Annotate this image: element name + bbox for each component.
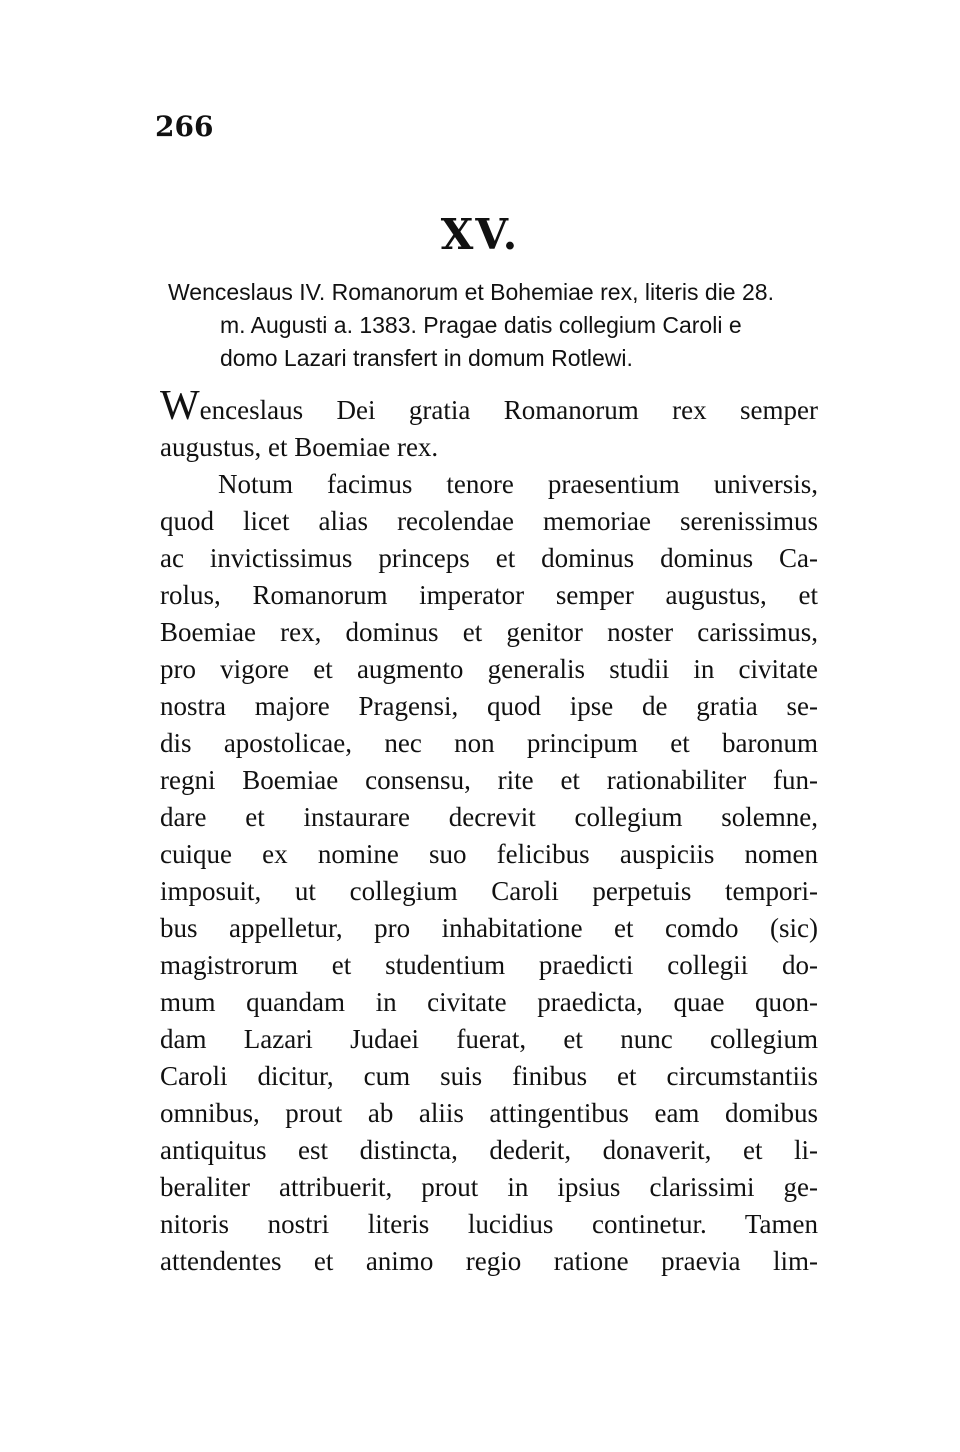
body-line: beraliter attribuerit, prout in ipsius clarissimi ge- <box>160 1172 818 1202</box>
body-line: quod licet alias recolendae memoriae serenissimus <box>160 506 818 536</box>
body-line: pro vigore et augmento generalis studii in civitate <box>160 654 818 684</box>
body-line: omnibus, prout ab aliis attingentibus eam domibus <box>160 1098 818 1128</box>
drop-cap: W <box>160 383 200 429</box>
body-line: antiquitus est distincta, dederit, donaverit, et li- <box>160 1135 818 1165</box>
body-line: cuique ex nomine suo felicibus auspiciis nomen <box>160 839 818 869</box>
body-line: ac invictissimus princeps et dominus dominus Ca- <box>160 543 818 573</box>
body-line: regni Boemiae consensu, rite et rationabiliter fun- <box>160 765 818 795</box>
summary-line: domo Lazari transfert in domum Rotlewi. <box>220 345 633 371</box>
document-body <box>160 383 818 1280</box>
body-line: dare et instaurare decrevit collegium solemne, <box>160 802 818 832</box>
body-line: rolus, Romanorum imperator semper augustus, et <box>160 580 818 610</box>
body-line: nostra majore Pragensi, quod ipse de gratia se- <box>160 691 818 721</box>
body-line: augustus, et Boemiae rex. <box>160 432 439 462</box>
body-line: dam Lazari Judaei fuerat, et nunc collegium <box>160 1024 818 1054</box>
chapter-title: XV. <box>440 210 520 259</box>
body-line: Boemiae rex, dominus et genitor noster carissimus, <box>160 617 818 647</box>
body-line: magistrorum et studentium praedicti collegii do- <box>160 950 818 980</box>
body-line: imposuit, ut collegium Caroli perpetuis tempori- <box>160 876 818 906</box>
body-line: bus appelletur, pro inhabitatione et comdo (sic) <box>160 913 818 943</box>
body-line: attendentes et animo regio ratione praevia lim- <box>160 1246 818 1276</box>
page-number: 266 <box>155 110 214 143</box>
body-line-text: enceslaus Dei gratia Romanorum rex semper <box>199 395 818 425</box>
summary-line: Wenceslaus IV. Romanorum et Bohemiae rex, literis die 28. <box>168 279 774 305</box>
body-line: nitoris nostri literis lucidius continetur. Tamen <box>160 1209 818 1239</box>
chapter-summary <box>168 276 828 375</box>
body-line: dis apostolicae, nec non principum et baronum <box>160 728 818 758</box>
body-line: Caroli dicitur, cum suis finibus et circumstantiis <box>160 1061 818 1091</box>
body-line: Notum facimus tenore praesentium universis, <box>218 469 818 499</box>
summary-line: m. Augusti a. 1383. Pragae datis collegium Caroli e <box>220 312 742 338</box>
body-line: mum quandam in civitate praedicta, quae quon- <box>160 987 818 1017</box>
body-line <box>160 383 818 429</box>
